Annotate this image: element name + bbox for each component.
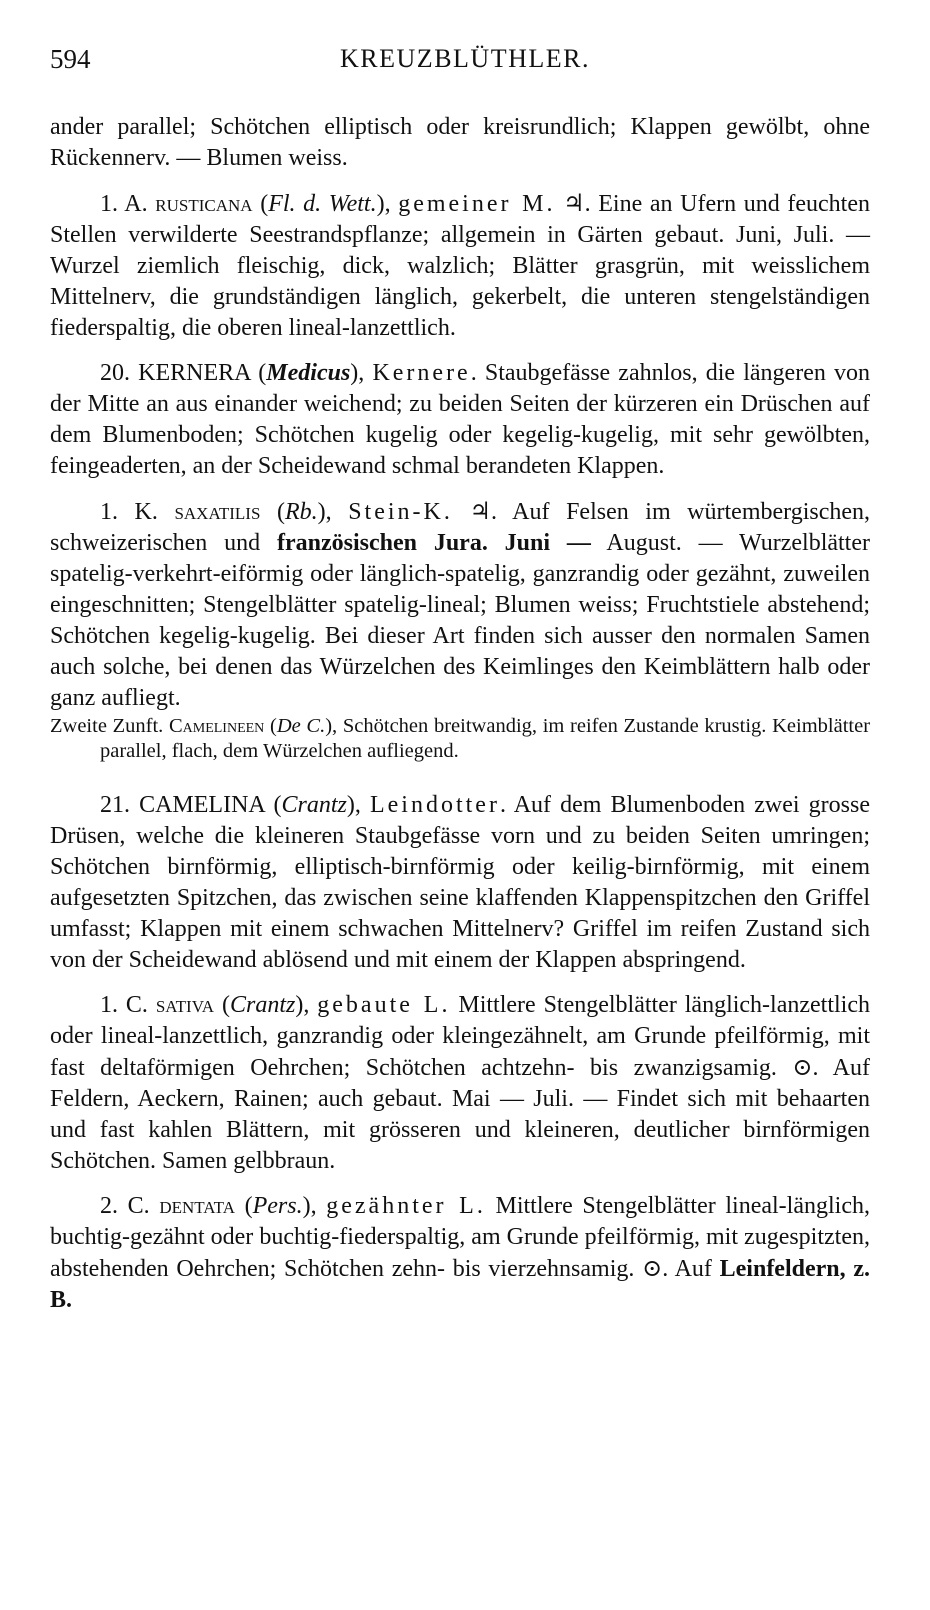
entry-description: . Auf Felsen im würtembergischen, schweizerischen und [50, 499, 871, 556]
authority: De C. [276, 715, 326, 737]
genus-entry-camelina [50, 790, 870, 976]
common-name: Stein-K. [348, 499, 453, 525]
genus-description: . Staubgefässe zahnlos, die längeren von der Mitte an aus einander weichend; zu beiden Seiten der kürzeren ein Drüschen auf dem Blumenboden; Schötchen kugelig oder kegelig-kugelig, mit sehr gewölbten, feingeaderten, an der Scheidewand schmal berandeten Klappen. [50, 360, 870, 479]
paren-open: ( [214, 992, 230, 1018]
common-name: Kernere [372, 360, 471, 386]
paren-close: ), [295, 992, 318, 1018]
bold-text: französischen Jura. Juni — [276, 530, 591, 556]
tribe-name: Camelineen [168, 715, 265, 737]
species-entry-armoracia-rusticana [50, 188, 870, 344]
paren-open: ( [260, 499, 285, 525]
species-name: dentata [159, 1193, 235, 1219]
species-name: saxatilis [174, 499, 261, 525]
species-entry-kernera-saxatilis [50, 496, 870, 714]
common-name: gemeiner M. [398, 191, 556, 217]
authority: Medicus [266, 360, 351, 386]
entry-description: Mittlere Stengelblätter länglich-lanzettlich oder lineal-lanzettlich, ganzrandig oder kleingezähnelt, am Grunde pfeilförmig, mit fast deltaförmigen Oehrchen; Schötchen achtzehn- bis zwanzigsamig. [50, 992, 871, 1081]
common-name: gezähnter L. [326, 1193, 486, 1219]
page-number: 594 [50, 44, 91, 74]
bold-text: Leinfeldern, z. B. [50, 1256, 870, 1313]
genus-entry-kernera [50, 358, 870, 482]
entry-number: 1. C. [100, 992, 148, 1018]
entry-description-cont: . Auf [662, 1256, 720, 1282]
authority: Pers. [252, 1193, 303, 1219]
species-entry-camelina-sativa [50, 990, 870, 1177]
paren-open: ( [264, 715, 277, 737]
paren-close: ), [325, 715, 343, 737]
authority: Fl. d. Wett. [268, 191, 377, 217]
page-header [50, 44, 880, 84]
paren-close: ), [350, 360, 373, 386]
running-title: KREUZBLÜTHLER. [340, 44, 590, 73]
entry-description-cont: . Auf Feldern, Aeckern, Rainen; auch gebaut. Mai — Juli. — Findet sich mit behaarten und fast kahlen Blättern, mit grösseren und kleineren, deutlicher birnförmigen Schötchen. Samen gelbbraun. [50, 1055, 871, 1174]
species-name: sativa [155, 992, 215, 1018]
genus-description: . Auf dem Blumenboden zwei grosse Drüsen, welche die kleineren Staubgefässe vorn und zu beiden Seiten umringen; Schötchen birnförmig, elliptisch-birnförmig oder keilig-birnförmig, mit einem aufgesetzten Spitzchen, das zwischen seine klaffenden Klappenspitzchen den Griffel umfasst; Klappen mit einem schwachen Mittelnerv? Griffel im reifen Zustand sich von der Scheidewand ablösend und mit einem der Klappen abspringend. [50, 792, 870, 973]
paren-close: ), [302, 1193, 327, 1219]
perennial-symbol: ♃ [469, 497, 491, 525]
entry-number: 1. A. [100, 191, 148, 217]
paren-close: ), [376, 191, 399, 217]
paren-open: ( [234, 1193, 253, 1219]
genus-name: 20. KERNERA [100, 360, 251, 386]
entry-description: . Eine an Ufern und feuchten Stellen verwilderte Seestrandspflanze; allgemein in Gärten gebaut. Juni, Juli. — Wurzel ziemlich fleischig, dick, walzlich; Blätter grasgrün, mit weisslichem Mittelnerv, die grundständigen länglich, gekerbelt, die unteren stengelständigen fiederspaltig, die oberen lineal-lanzettlich. [50, 191, 871, 341]
tribe-description: Schötchen breitwandig, im reifen Zustande krustig. Keimblätter parallel, flach, dem Würzelchen aufliegend. [100, 715, 871, 762]
entry-number: 1. K. [100, 499, 158, 525]
entry-number: 2. C. [100, 1193, 150, 1219]
body-text [50, 112, 870, 1316]
continuation-paragraph [50, 112, 870, 174]
perennial-symbol: ♃ [563, 189, 585, 217]
paren-open: ( [250, 360, 267, 386]
paren-close: ), [317, 499, 349, 525]
tribe-lead: Zweite Zunft. [50, 715, 169, 737]
genus-name: 21. CAMELINA [100, 792, 265, 818]
entry-description-cont: August. — Wurzelblätter spatelig-verkehrt-eiförmig oder länglich-spatelig, ganzrandig oder gezähnt, zuweilen eingeschnitten; Stengelblätter spatelig-lineal; Blumen weiss; Fruchtstiele abstehend; Schötchen kegelig-kugelig. Bei dieser Art finden sich ausser den normalen Samen auch solche, bei denen das Würzelchen des Keimlinges den Keimblättern halb oder ganz aufliegt. [50, 530, 870, 711]
entry-description: Mittlere Stengelblätter lineal-länglich, buchtig-gezähnt oder buchtig-fiederspaltig, am Grunde pfeilförmig, mit zugespitzten, abstehenden Oehrchen; Schötchen zehn- bis vierzehnsamig. [50, 1193, 870, 1282]
common-name: gebaute L. [317, 992, 451, 1018]
paren-open: ( [264, 792, 282, 818]
paren-close: ), [346, 792, 370, 818]
paragraph-text: ander parallel; Schötchen elliptisch oder kreisrundlich; Klappen gewölbt, ohne Rückennerv. — Blumen weiss. [50, 114, 870, 171]
species-name: rusticana [155, 191, 253, 217]
authority: Crantz [281, 792, 347, 818]
tribe-heading-camelineen [50, 714, 870, 764]
common-name: Leindotter [369, 792, 500, 818]
species-entry-camelina-dentata [50, 1191, 870, 1316]
annual-symbol: ⊙ [792, 1053, 813, 1081]
paren-open: ( [252, 191, 269, 217]
authority: Crantz [230, 992, 296, 1018]
authority: Rb. [284, 499, 318, 525]
annual-symbol: ⊙ [642, 1254, 663, 1282]
